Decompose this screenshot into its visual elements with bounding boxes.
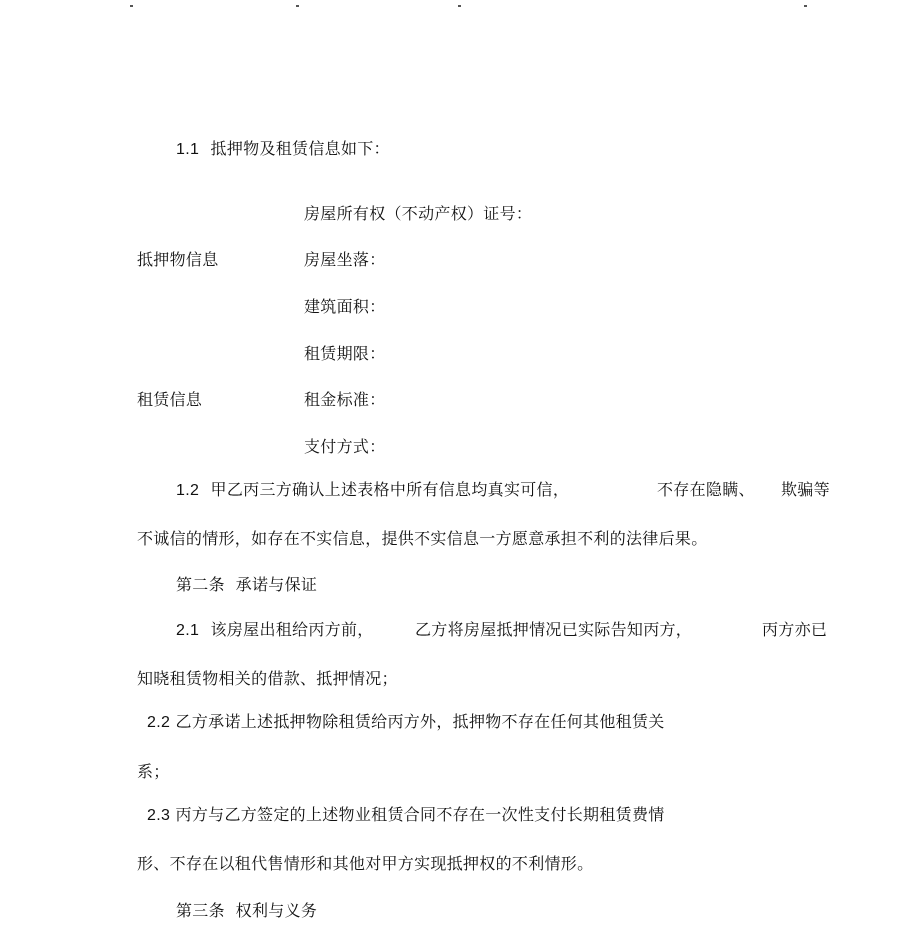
section-1-2-line-1 xyxy=(176,480,569,501)
section-text: 丙方与乙方签定的上述物业租赁合同不存在一次性支付长期租赁费情 xyxy=(175,805,665,824)
field-rent-standard: 租金标准： xyxy=(304,390,386,409)
section-1-2-line-2: 不诚信的情形，如存在不实信息，提供不实信息一方愿意承担不利的法律后果。 xyxy=(137,529,708,548)
section-text: 抵押物及租赁信息如下： xyxy=(210,139,390,158)
edge-mark xyxy=(458,5,461,7)
field-payment-method: 支付方式： xyxy=(304,437,386,456)
section-1-1 xyxy=(176,139,390,160)
section-text-a: 该房屋出租给丙方前， xyxy=(210,620,374,639)
field-certificate-number: 房屋所有权（不动产权）证号： xyxy=(304,204,533,223)
section-2-3-line-1 xyxy=(147,805,665,826)
section-number: 2.2 xyxy=(147,714,171,731)
section-1-2-line-1c: 欺骗等 xyxy=(781,480,830,499)
edge-mark xyxy=(804,5,807,7)
section-2-2-line-1 xyxy=(147,712,665,733)
article-2-title: 第二条 承诺与保证 xyxy=(176,575,318,594)
section-2-1-line-2: 知晓租赁物相关的借款、抵押情况； xyxy=(137,669,398,688)
section-1-2-line-1b: 不存在隐瞒、 xyxy=(657,480,755,499)
section-text-a: 甲乙丙三方确认上述表格中所有信息均真实可信， xyxy=(210,480,570,499)
section-number: 2.1 xyxy=(176,622,200,639)
section-number: 2.3 xyxy=(147,807,171,824)
field-house-location: 房屋坐落： xyxy=(304,250,386,269)
section-text: 乙方承诺上述抵押物除租赁给丙方外，抵押物不存在任何其他租赁关 xyxy=(175,712,665,731)
section-number: 1.1 xyxy=(176,141,200,158)
section-2-2-line-2: 系； xyxy=(137,762,170,781)
section-number: 1.2 xyxy=(176,482,200,499)
section-2-1-line-1 xyxy=(176,620,374,641)
section-2-3-line-2: 形、不存在以租代售情形和其他对甲方实现抵押权的不利情形。 xyxy=(137,854,594,873)
section-2-1-line-1b: 乙方将房屋抵押情况已实际告知丙方， xyxy=(415,620,693,639)
edge-mark xyxy=(296,5,299,7)
mortgage-info-label: 抵押物信息 xyxy=(137,250,219,269)
section-2-1-line-1c: 丙方亦已 xyxy=(762,620,828,639)
field-lease-term: 租赁期限： xyxy=(304,344,386,363)
lease-info-label: 租赁信息 xyxy=(137,390,203,409)
field-building-area: 建筑面积： xyxy=(304,297,386,316)
article-3-title: 第三条 权利与义务 xyxy=(176,901,318,920)
edge-mark xyxy=(130,5,133,7)
